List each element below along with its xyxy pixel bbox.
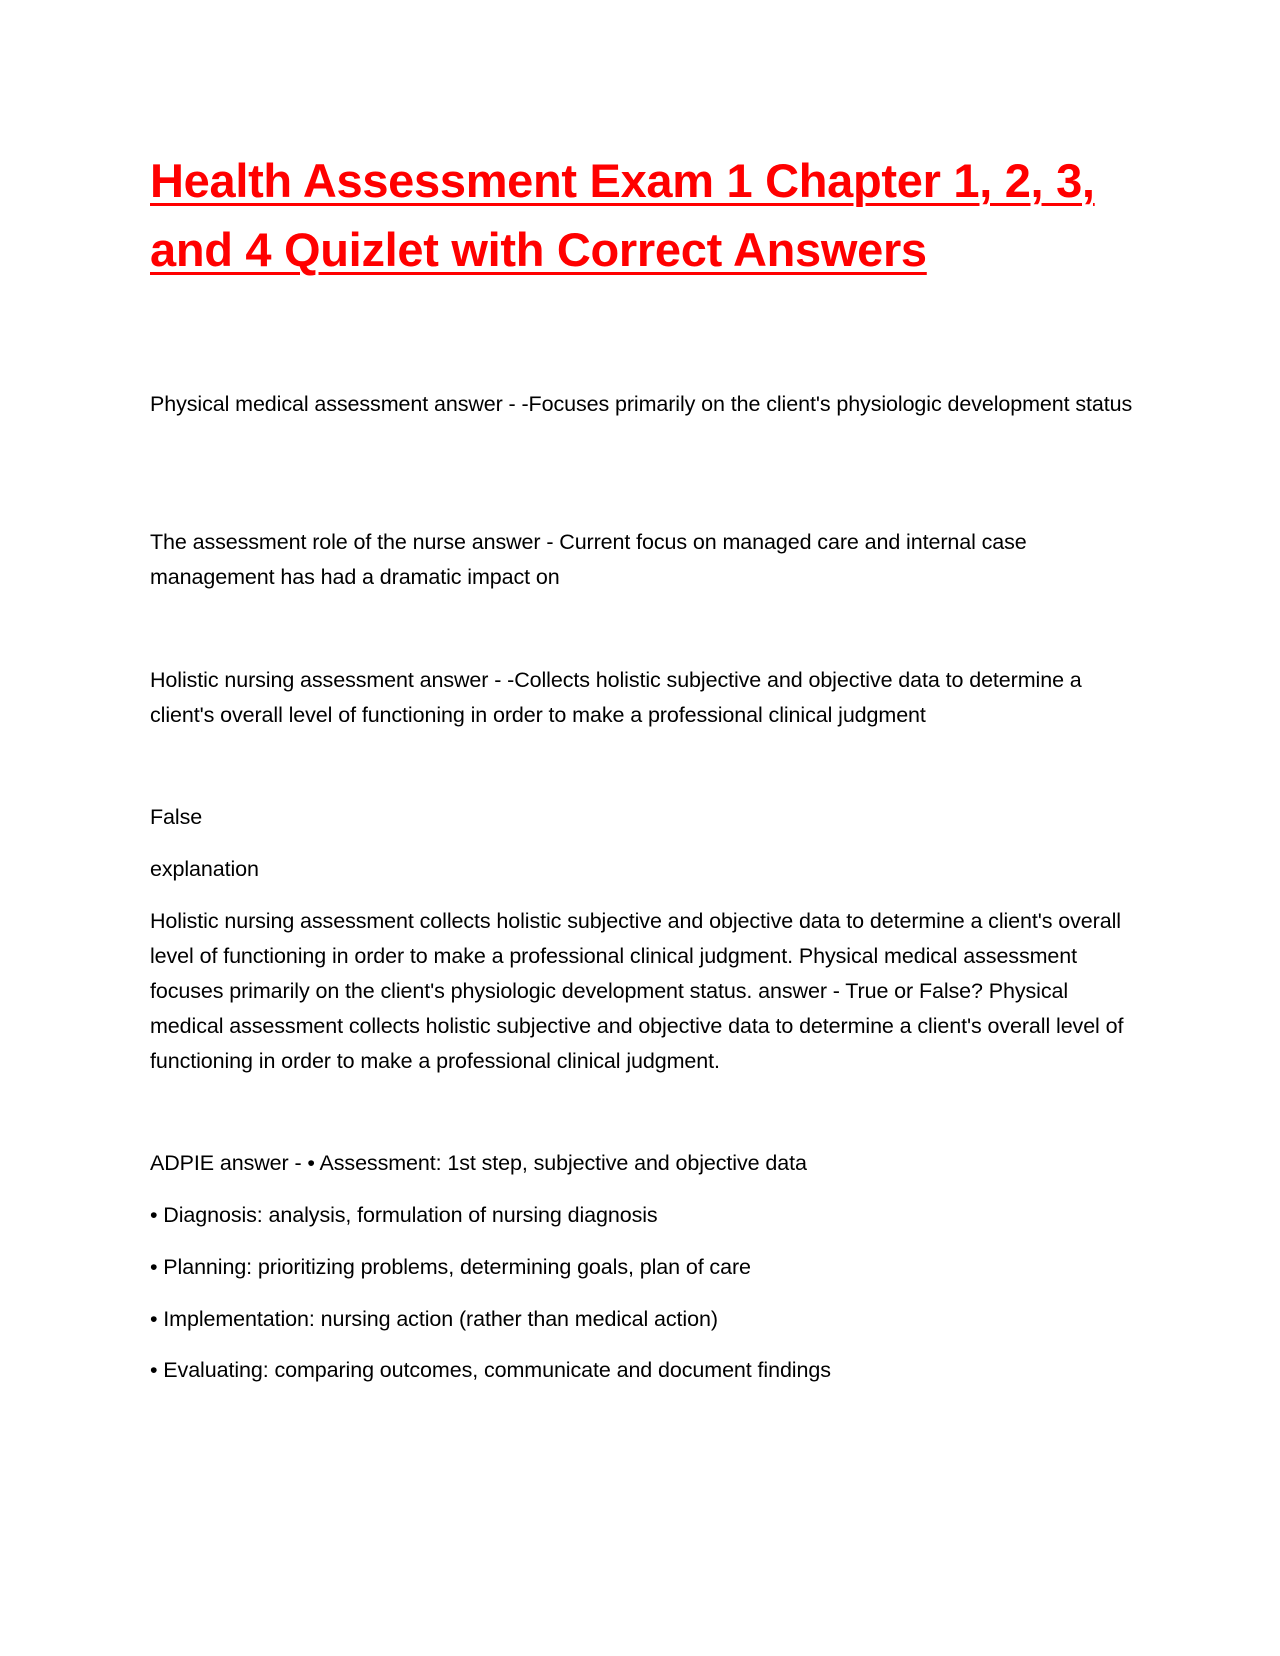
adpie-first-line: ADPIE answer - • Assessment: 1st step, subjective and objective data (150, 1151, 807, 1175)
adpie-item-evaluating: • Evaluating: comparing outcomes, communicate and document findings (150, 1358, 831, 1382)
explanation-text: Holistic nursing assessment collects holistic subjective and objective data to determine a client's overall level of functioning in order to make a professional clinical judgment. Physical medical assessment focuses primarily on the client's physiologic development status. answer - True or False? Physical medical assessment collects holistic subjective and objective data to determine a client's overall level of functioning in order to make a professional clinical judgment. (150, 909, 1124, 1073)
entry-holistic-nursing-assessment: Holistic nursing assessment answer - -Collects holistic subjective and objective data to determine a client's overall level of functioning in order to make a professional clinical judgment (150, 668, 1082, 727)
entry-assessment-role-of-nurse: The assessment role of the nurse answer - Current focus on managed care and internal case management has had a dramatic impact on (150, 530, 1027, 589)
explanation-label: explanation (150, 857, 259, 881)
adpie-item-implementation: • Implementation: nursing action (rather than medical action) (150, 1307, 718, 1331)
adpie-item-planning: • Planning: prioritizing problems, determining goals, plan of care (150, 1255, 751, 1279)
true-false-answer: False (150, 805, 203, 829)
adpie-item-diagnosis: • Diagnosis: analysis, formulation of nursing diagnosis (150, 1203, 658, 1227)
entry-physical-medical-assessment: Physical medical assessment answer - -Focuses primarily on the client's physiologic development status (150, 392, 1133, 416)
document-title: Health Assessment Exam 1 Chapter 1, 2, 3, and 4 Quizlet with Correct Answers (150, 154, 1095, 276)
